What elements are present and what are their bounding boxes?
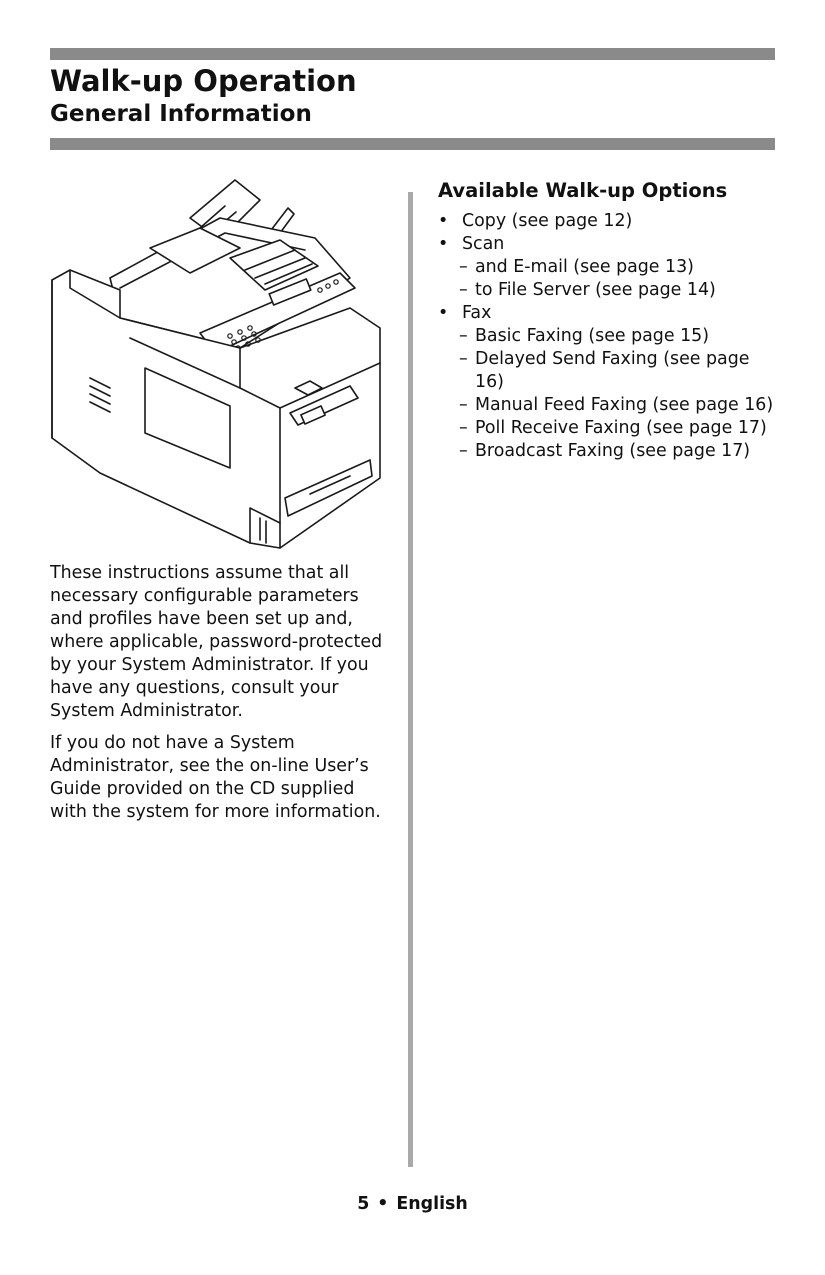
- page-subtitle: General Information: [50, 101, 312, 127]
- suboption-item: – Delayed Send Faxing (see page 16): [438, 348, 783, 394]
- suboption-item: – Broadcast Faxing (see page 17): [438, 440, 783, 463]
- intro-paragraph: These instructions assume that all necessary configurable parameters and profiles have been set up and, where applicable, password-protected by your System Administrator. If you have any questions, consult your System Administrator.: [50, 563, 383, 721]
- suboption-item: – Poll Receive Faxing (see page 17): [438, 417, 783, 440]
- multifunction-printer-illustration: [50, 178, 390, 550]
- column-divider: [408, 192, 413, 1167]
- suboption-item: – Manual Feed Faxing (see page 16): [438, 394, 783, 417]
- page-footer: [0, 1194, 825, 1214]
- separator-dot: •: [377, 1194, 389, 1214]
- options-list: [438, 210, 783, 463]
- intro-text: [50, 562, 385, 833]
- option-label: Scan: [462, 234, 505, 254]
- fax-suboptions: [438, 325, 783, 463]
- options-section: [438, 178, 783, 463]
- scan-suboptions: [438, 256, 783, 302]
- option-scan: [438, 233, 783, 302]
- no-admin-paragraph: If you do not have a System Administrator, see the on-line User’s Guide provided on the CD supplied with the system for more information.: [50, 733, 381, 822]
- footer-language: English: [396, 1194, 468, 1214]
- page-number: 5: [357, 1194, 370, 1214]
- suboption-item: – to File Server (see page 14): [438, 279, 783, 302]
- options-heading: Available Walk-up Options: [438, 179, 728, 202]
- page-title: Walk-up Operation: [50, 64, 357, 98]
- suboption-item: – Basic Faxing (see page 15): [438, 325, 783, 348]
- option-label: Fax: [462, 303, 492, 323]
- top-rule: [50, 48, 775, 60]
- suboption-item: – and E-mail (see page 13): [438, 256, 783, 279]
- option-copy: [438, 210, 783, 233]
- option-fax: [438, 302, 783, 463]
- bottom-rule: [50, 138, 775, 150]
- option-label: Copy (see page 12): [462, 211, 633, 231]
